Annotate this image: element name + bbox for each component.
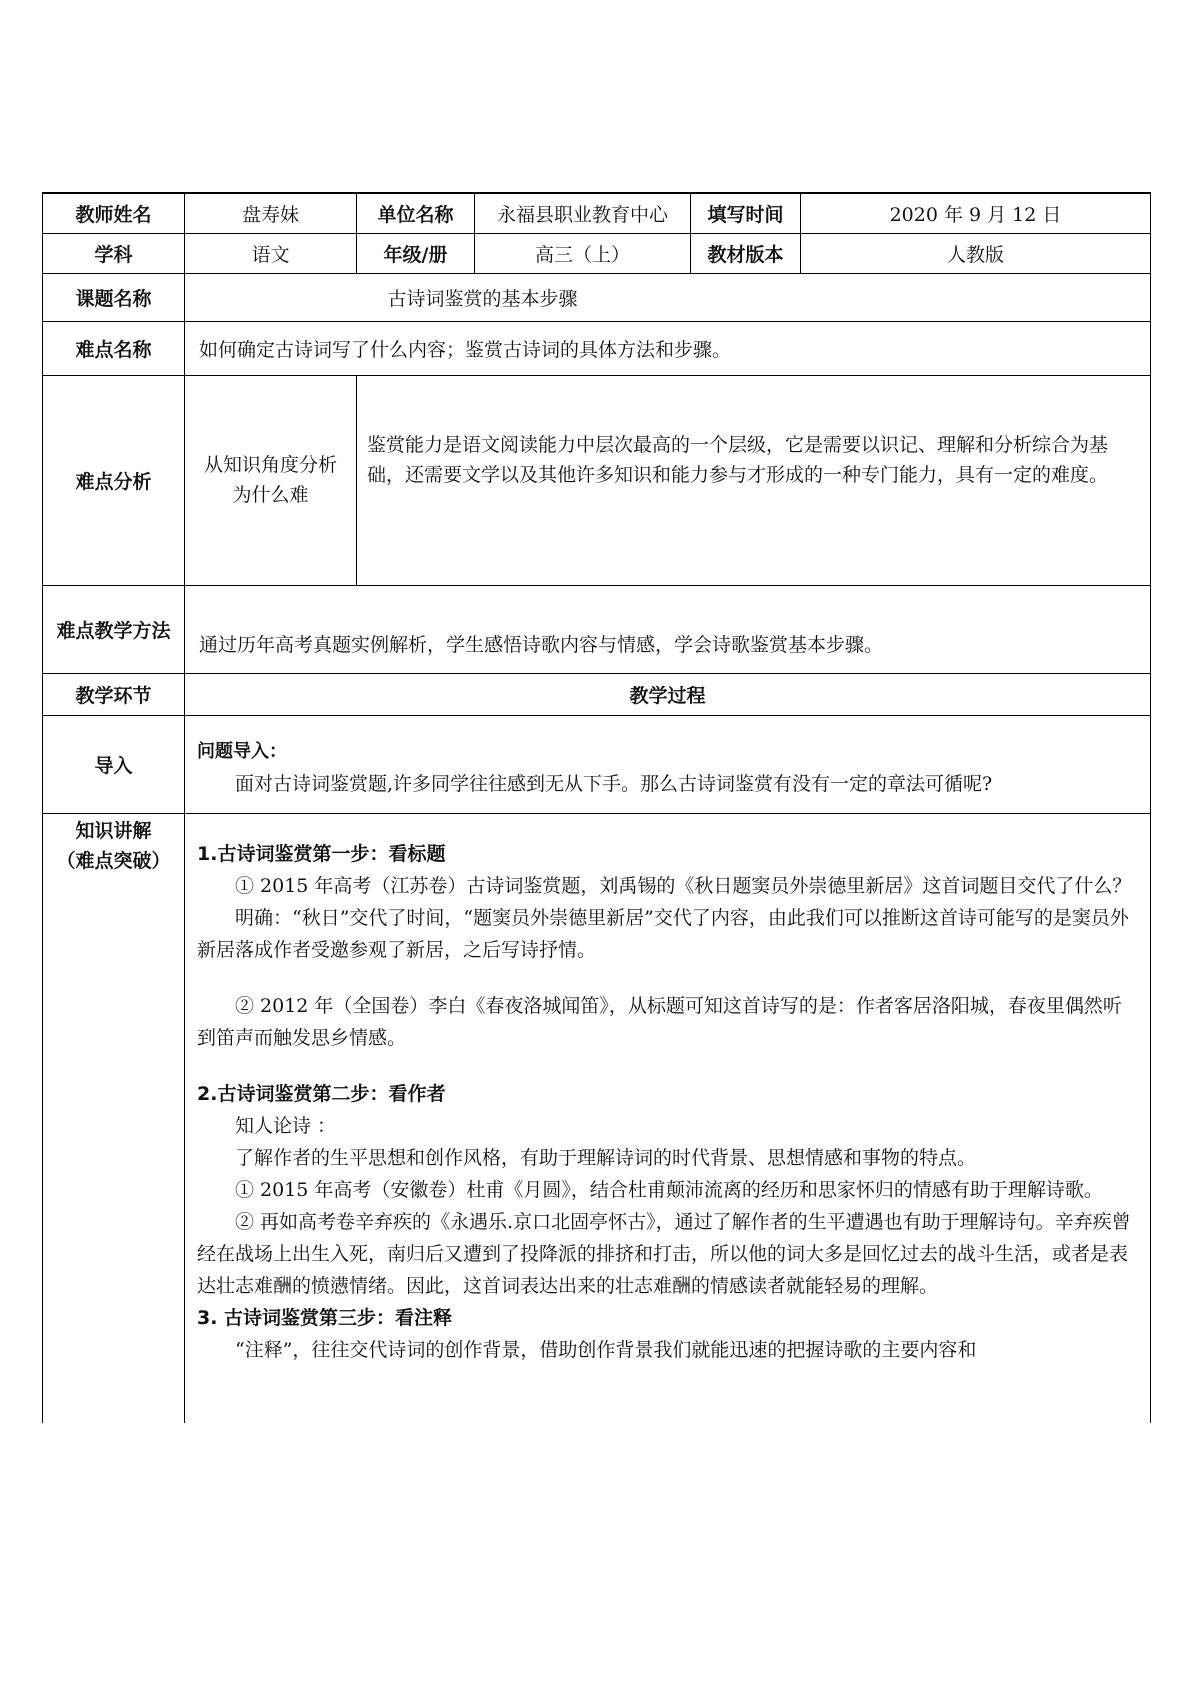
difficulty-row (43, 321, 1151, 375)
step2-paragraph-1: 知人论诗 ： (235, 1114, 337, 1137)
textbook-label: 教材版本 (691, 233, 801, 273)
step1-paragraph-1: ① 2015 年高考（江苏卷）古诗词鉴赏题，刘禹锡的《秋日题窦员外崇德里新居》这首词题目交代了什么？ (235, 874, 1132, 897)
step1-paragraph-3: ② 2012 年（全国卷）李白《春夜洛城闻笛》，从标题可知这首诗写的是：作者客居洛阳城，春夜里偶然听到笛声而触发思乡情感。 (197, 994, 1122, 1049)
topic-label: 课题名称 (43, 273, 185, 321)
header-row-1 (43, 193, 1151, 233)
lesson-plan-table (42, 192, 1151, 1423)
spacer (197, 1054, 1138, 1078)
subject-value: 语文 (185, 233, 357, 273)
subject-label: 学科 (43, 233, 185, 273)
intro-text: 面对古诗词鉴赏题,许多同学往往感到无从下手。那么古诗词鉴赏有没有一定的章法可循呢? (235, 772, 993, 795)
step2-title: 2.古诗词鉴赏第二步：看作者 (197, 1082, 446, 1105)
process-header-row (43, 673, 1151, 715)
step1-title: 1.古诗词鉴赏第一步：看标题 (197, 842, 446, 865)
step1-paragraph-2: 明确：“秋日”交代了时间，“题窦员外崇德里新居”交代了内容，由此我们可以推断这首诗可能写的是窦员外新居落成作者受邀参观了新居，之后写诗抒情。 (197, 906, 1129, 961)
step3-title: 3. 古诗词鉴赏第三步：看注释 (197, 1306, 453, 1329)
lesson-plan-sheet (42, 192, 1150, 1423)
topic-row (43, 273, 1151, 321)
intro-row (43, 715, 1151, 813)
step2-paragraph-4: ② 再如高考卷辛弃疾的《永遇乐.京口北固亭怀古》，通过了解作者的生平遭遇也有助于理解诗句。辛弃疾曾经在战场上出生入死，南归后又遭到了投降派的排挤和打击，所以他的词大多是回忆过去的战斗生活，或者是表达壮志难酬的愤懑情绪。因此，这首词表达出来的壮志难酬的情感读者就能轻易的理解。 (197, 1210, 1131, 1297)
textbook-value: 人教版 (801, 233, 1151, 273)
analysis-sub-label: 从知识角度分析为什么难 (185, 375, 357, 585)
topic-value: 古诗词鉴赏的基本步骤 (185, 273, 1151, 321)
stage-header-label: 教学环节 (43, 673, 185, 715)
fill-date-value: 2020 年 9 月 12 日 (801, 193, 1151, 233)
fill-date-label: 填写时间 (691, 193, 801, 233)
difficulty-value: 如何确定古诗词写了什么内容；鉴赏古诗词的具体方法和步骤。 (185, 321, 1151, 375)
knowledge-row (43, 813, 1151, 1423)
header-row-2 (43, 233, 1151, 273)
analysis-row (43, 375, 1151, 585)
intro-label: 导入 (43, 715, 185, 813)
intro-content (185, 715, 1151, 813)
method-row (43, 585, 1151, 673)
knowledge-label (43, 813, 185, 1423)
unit-name-value: 永福县职业教育中心 (475, 193, 691, 233)
knowledge-label-line2: （难点突破） (56, 849, 171, 872)
knowledge-label-line1: 知识讲解 (75, 819, 152, 842)
knowledge-content (185, 813, 1151, 1423)
step3-paragraph-1: “注释”，往往交代诗词的创作背景，借助创作背景我们就能迅速的把握诗歌的主要内容和 (235, 1338, 977, 1361)
analysis-label: 难点分析 (43, 375, 185, 585)
grade-value: 高三（上） (475, 233, 691, 273)
method-value: 通过历年高考真题实例解析，学生感悟诗歌内容与情感，学会诗歌鉴赏基本步骤。 (185, 585, 1151, 673)
analysis-text: 鉴赏能力是语文阅读能力中层次最高的一个层级，它是需要以识记、理解和分析综合为基础，还需要文学以及其他许多知识和能力参与才形成的一种专门能力，具有一定的难度。 (357, 375, 1151, 585)
difficulty-label: 难点名称 (43, 321, 185, 375)
teacher-name-label: 教师姓名 (43, 193, 185, 233)
intro-title: 问题导入： (197, 740, 287, 762)
spacer (197, 966, 1138, 990)
step2-paragraph-3: ① 2015 年高考（安徽卷）杜甫《月圆》，结合杜甫颠沛流离的经历和思家怀归的情感有助于理解诗歌。 (235, 1178, 1103, 1201)
process-header-label: 教学过程 (185, 673, 1151, 715)
unit-name-label: 单位名称 (357, 193, 475, 233)
step2-paragraph-2: 了解作者的生平思想和创作风格，有助于理解诗词的时代背景、思想情感和事物的特点。 (235, 1146, 977, 1169)
method-label: 难点教学方法 (43, 585, 185, 673)
teacher-name-value: 盘寿妹 (185, 193, 357, 233)
grade-label: 年级/册 (357, 233, 475, 273)
